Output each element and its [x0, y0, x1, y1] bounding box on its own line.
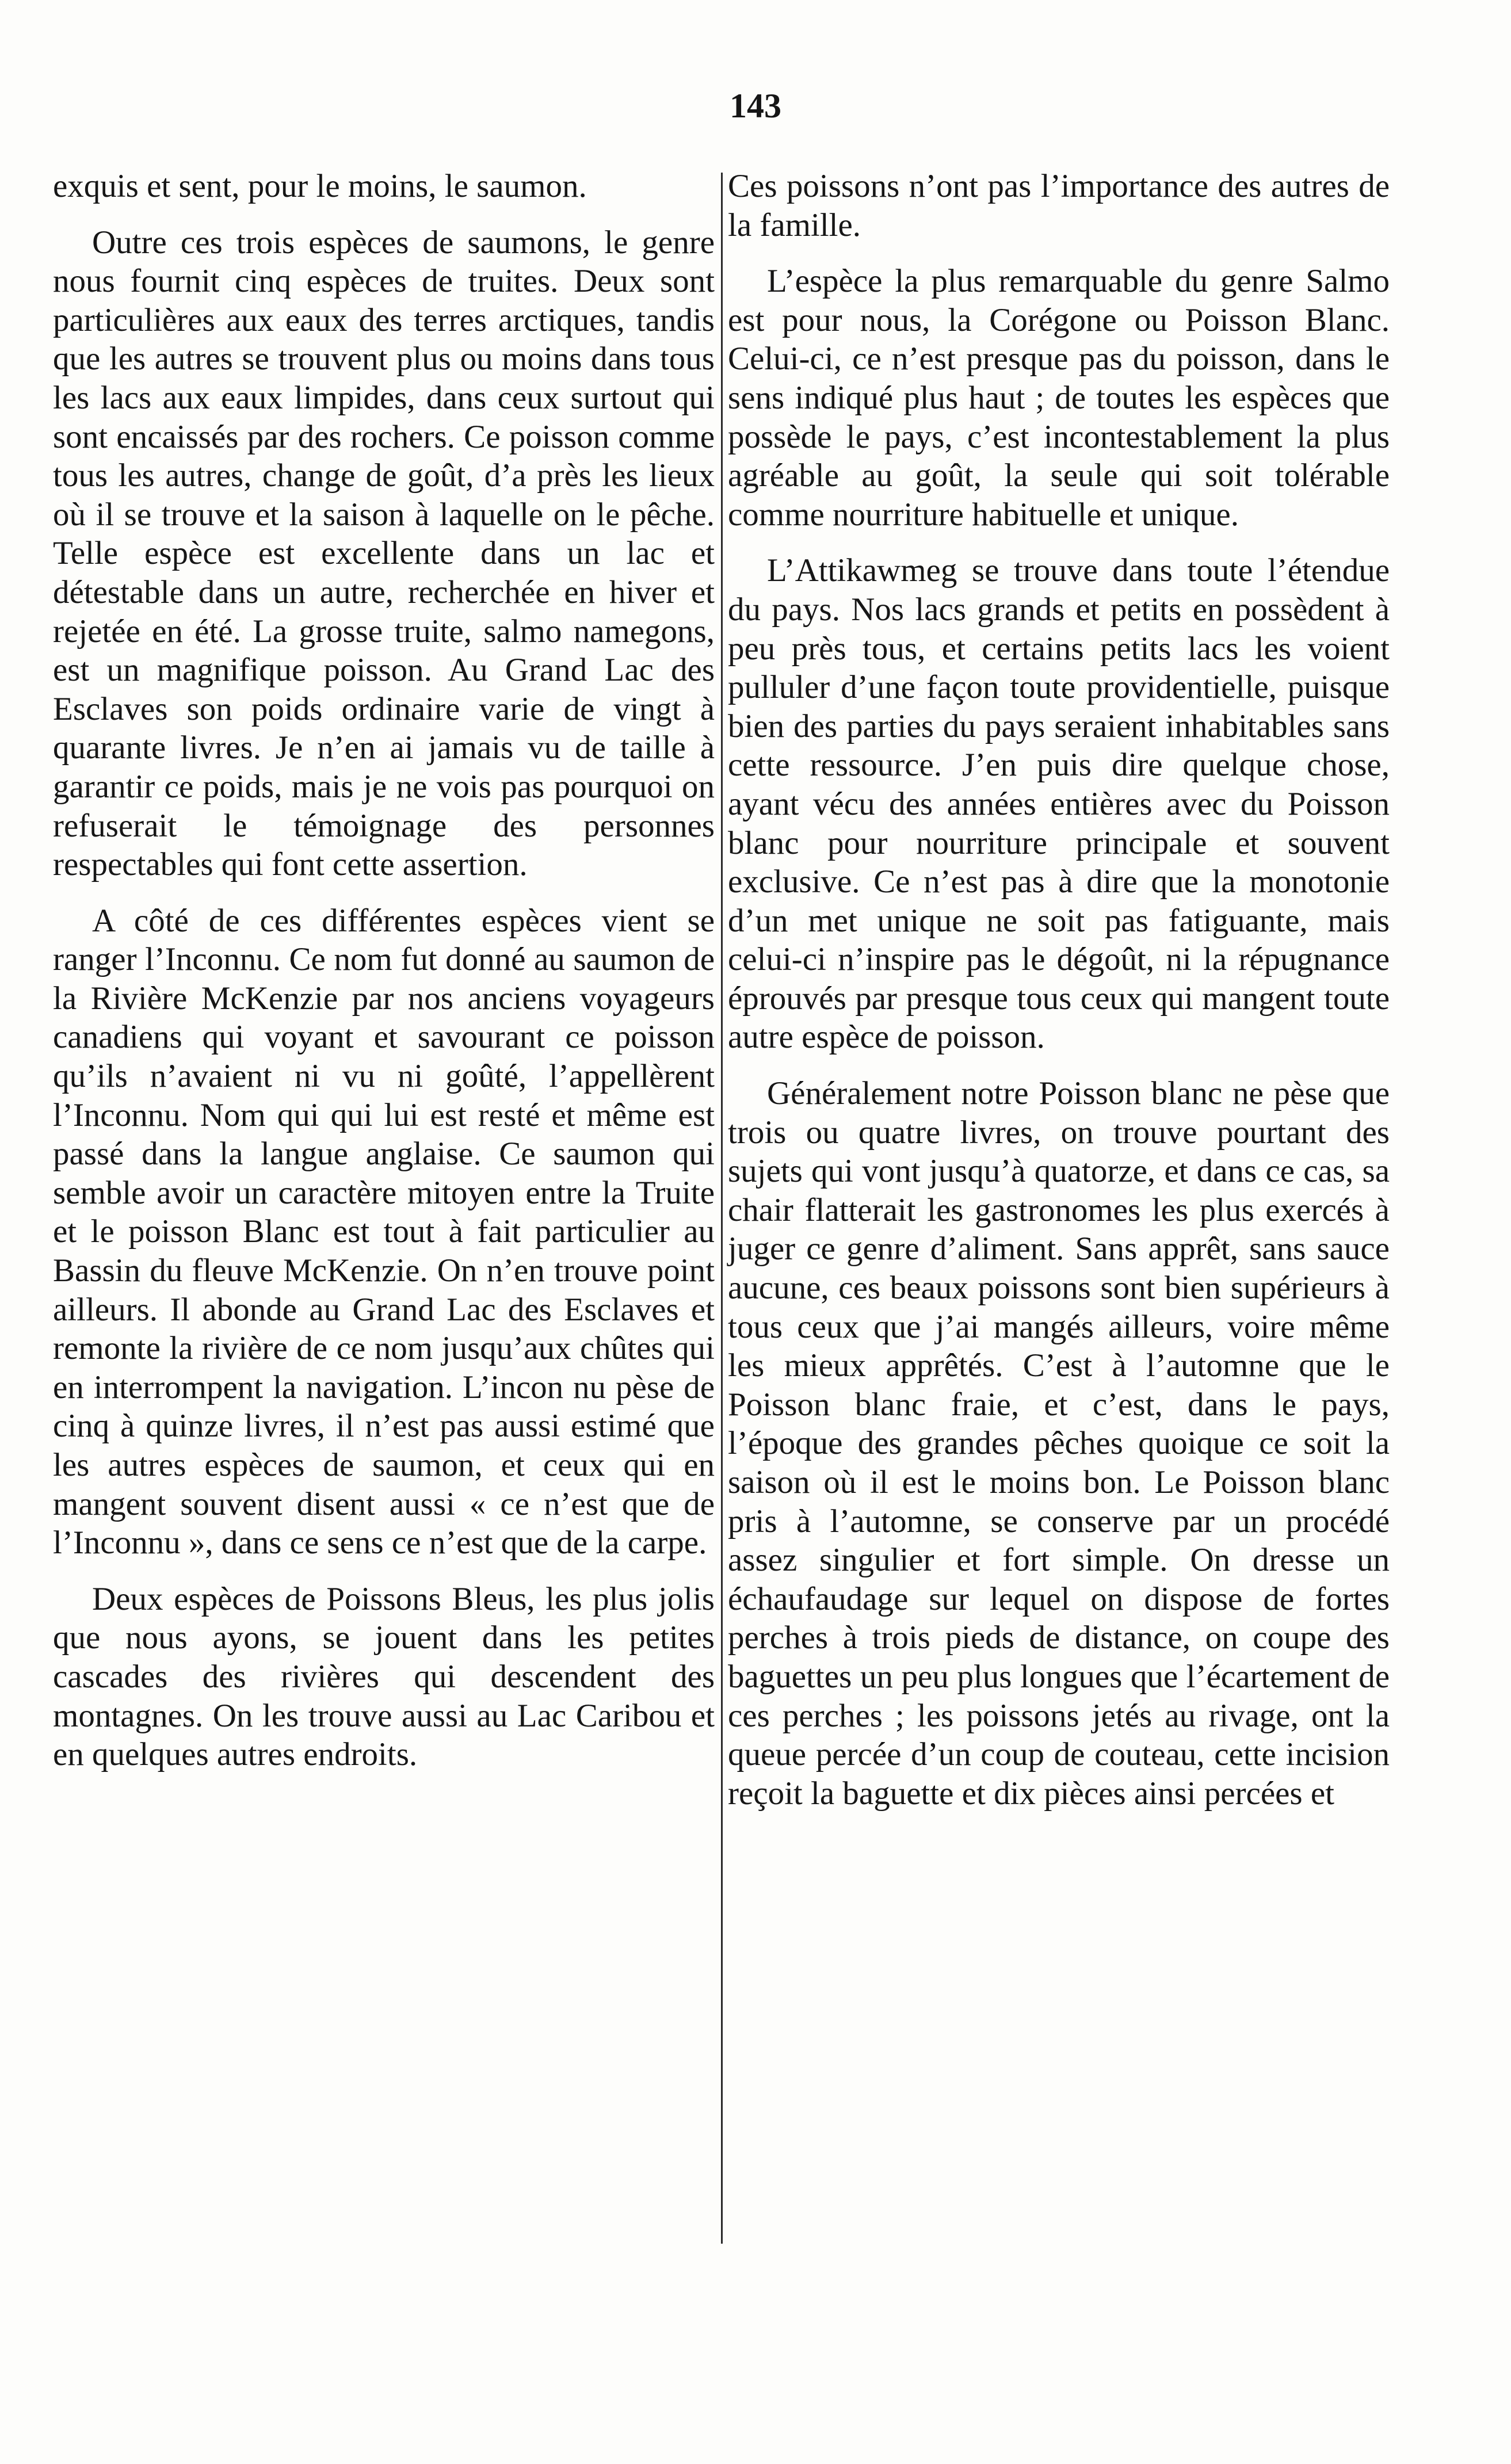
paragraph: exquis et sent, pour le moins, le saumon. — [53, 168, 587, 204]
paragraph: Généralement notre Poisson blanc ne pèse que trois ou quatre livres, on trouve pourtant des sujets qui vont jusqu’à quatorze, et dans ce cas, sa chair flatterait les gastronomes les plus exercés à juger ce genre d’aliment. Sans apprêt, sans sauce aucune, ces beaux poissons sont bien supérieurs à tous ceux que j’ai mangés ailleurs, voire même les mieux apprêtés. C’est à l’automne que le Poisson blanc fraie, et c’est, dans le pays, l’époque des grandes pêches quoique ce soit la saison où il est le moins bon. Le Poisson blanc pris à l’automne, se conserve par un procédé assez singulier et fort simple. On dresse un échaufaudage sur lequel on dispose de fortes perches à trois pieds de distance, on coupe des baguettes un peu plus longues que l’écartement de ces perches ; les poissons jetés au rivage, ont la queue percée d’un coup de couteau, cette incision reçoit la baguette et dix pièces ainsi percées et — [728, 1075, 1390, 1812]
left-column — [53, 167, 715, 1791]
paragraph: Ces poissons n’ont pas l’importance des autres de la famille. — [728, 168, 1390, 243]
page-number: 143 — [730, 87, 781, 125]
paragraph: A côté de ces différentes espèces vient se ranger l’Inconnu. Ce nom fut donné au saumon de la Rivière McKenzie par nos anciens voyageurs canadiens qui voyant et savourant ce poisson qu’ils n’avaient ni vu ni goûté, l’appellèrent l’Inconnu. Nom qui qui lui est resté et même est passé dans la langue anglaise. Ce saumon qui semble avoir un caractère mitoyen entre la Truite et le poisson Blanc est tout à fait particulier au Bassin du fleuve McKenzie. On n’en trouve point ailleurs. Il abonde au Grand Lac des Esclaves et remonte la rivière de ce nom jusqu’aux chûtes qui en interrompent la navigation. L’incon nu pèse de cinq à quinze livres, il n’est pas aussi estimé que les autres espèces de saumon, et ceux qui en mangent souvent disent aussi « ce n’est que de l’Inconnu », dans ce sens ce n’est que de la carpe. — [53, 902, 715, 1561]
paragraph: Outre ces trois espèces de saumons, le genre nous fournit cinq espèces de truites. Deux sont particulières aux eaux des terres arctiques, tandis que les autres se trouvent plus ou moins dans tous les lacs aux eaux limpides, dans ceux surtout qui sont encaissés par des rochers. Ce poisson comme tous les autres, change de goût, d’a près les lieux où il se trouve et la saison à laquelle on le pêche. Telle espèce est excellente dans un lac et détestable dans un autre, recherchée en hiver et rejetée en été. La grosse truite, salmo namegons, est un magnifique poisson. Au Grand Lac des Esclaves son poids ordinaire varie de vingt à quarante livres. Je n’en ai jamais vu de taille à garantir ce poids, mais je ne vois pas pourquoi on refuserait le témoignage des personnes respectables qui font cette assertion. — [53, 224, 715, 883]
column-divider — [721, 173, 723, 2244]
paragraph: Deux espèces de Poissons Bleus, les plus jolis que nous ayons, se jouent dans les petites cascades des rivières qui descendent des montagnes. On les trouve aussi au Lac Caribou et en quelques autres endroits. — [53, 1580, 715, 1773]
paragraph: L’Attikawmeg se trouve dans toute l’étendue du pays. Nos lacs grands et petits en possèdent à peu près tous, et certains petits lacs les voient pulluler d’une façon toute providentielle, puisque bien des parties du pays seraient inhabitables sans cette ressource. J’en puis dire quelque chose, ayant vécu des années entières avec du Poisson blanc pour nourriture principale et souvent exclusive. Ce n’est pas à dire que la monotonie d’un met unique ne soit pas fatiguante, mais celui-ci n’inspire pas le dégoût, ni la répugnance éprouvés par presque tous ceux qui mangent toute autre espèce de poisson. — [728, 552, 1390, 1056]
paragraph: L’espèce la plus remarquable du genre Salmo est pour nous, la Corégone ou Poisson Blanc. Celui-ci, ce n’est presque pas du poisson, dans le sens indiqué plus haut ; de toutes les espèces que possède le pays, c’est incontestablement la plus agréable au goût, la seule qui soit tolérable comme nourriture habituelle et unique. — [728, 263, 1390, 533]
right-column — [728, 167, 1390, 1830]
